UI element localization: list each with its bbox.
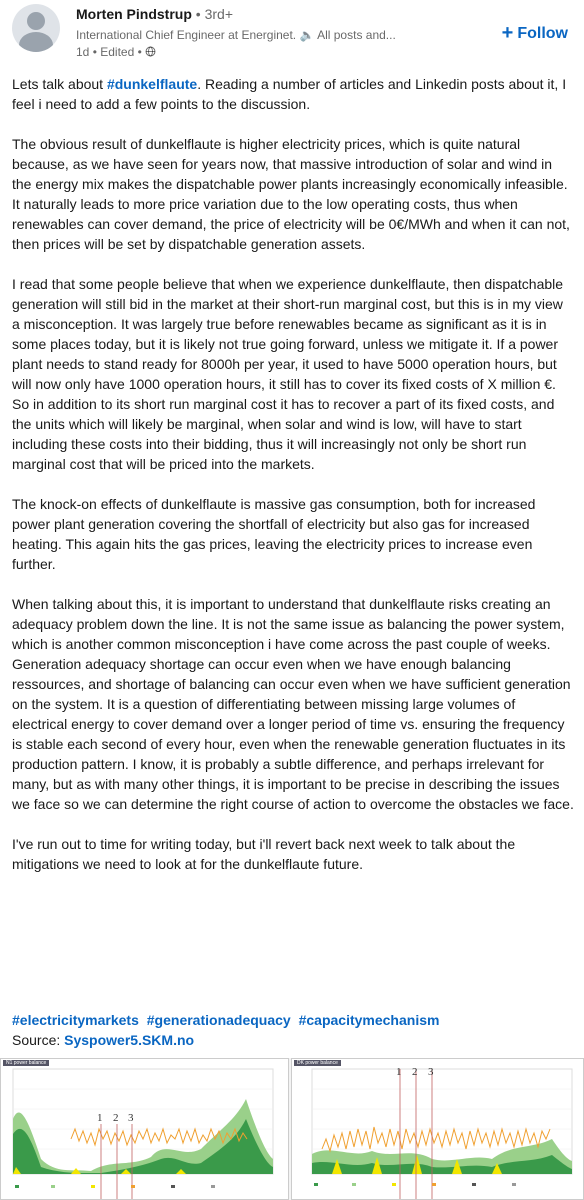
legend-swatches: [15, 1185, 215, 1188]
meta-separator: •: [137, 45, 146, 59]
chart-graphic-left: [1, 1059, 289, 1200]
chart-title-right: DK power balance: [294, 1060, 341, 1066]
edited-label: Edited: [100, 45, 135, 59]
globe-icon: [145, 46, 156, 57]
chart-panel-right: [291, 1058, 584, 1200]
post-paragraph-2: The obvious result of dunkelflaute is higher electricity prices, which is quite natural because, as we have seen for years now, that massive introduction of solar and wind in the energy mix makes the dispatchable power plants increasingly economically infeasible. It naturally leads to more price variation due to the low operating costs, thus when renewables can cover demand, the price of electricity will be 0€/MWh and when it can not, then prices will be set by dispatchable generation assets.: [12, 136, 570, 252]
marker-label: 1: [97, 1112, 103, 1124]
connection-degree: • 3rd+: [195, 6, 233, 22]
marker-label: 3: [428, 1066, 434, 1078]
avatar-body-icon: [19, 32, 53, 52]
hashtag-list: [12, 1010, 443, 1030]
chart-title-left: N1 power balance: [3, 1060, 49, 1066]
marker-label: 2: [412, 1066, 418, 1078]
post-paragraph-4: The knock-on effects of dunkelflaute is massive gas consumption, both for increased power plant generation covering the shortfall of electricity but also gas for increased heating. This again hits the gas prices, leaving the electricity prices to increase even further.: [12, 496, 536, 572]
avatar-head-icon: [27, 12, 45, 30]
intro-text: Lets talk about: [12, 76, 107, 92]
post-paragraph-6: I've run out to time for writing today, but i'll revert back next week to talk about the mitigations we need to look at for the dunkelflaute future.: [12, 836, 516, 872]
intro-text-rest: . Reading a number of articles and Linkedin posts about it, I feel i need to add a few points to the discussion.: [12, 76, 567, 112]
meta-separator: •: [92, 45, 101, 59]
post-paragraph-3: I read that some people believe that when we experience dunkelflaute, then dispatchable generation will still bid in the market at their short-run marginal cost, but this is in my view a misconception. It was largely true before renewables became as significant as it is in some places today, but it is likely not true going forward, unless we mitigate it. If a power plant needs to stand ready for 8000h per year, it used to have 5000 operation hours, but will now only have 1000 operation hours, it still has to cover its fixed costs of X million €. So in addition to its short run marginal cost it has to recover a part of its fixed costs, and the units which will likely be marginal, when solar and wind is low, will have to start including these costs into their bidding, thus it will increasingly not only be short run marginal cost that will be priced into the markets.: [12, 276, 564, 472]
follow-label: Follow: [517, 25, 568, 42]
chart-graphic-right: [292, 1059, 584, 1200]
source-link[interactable]: Syspower5.SKM.no: [64, 1032, 195, 1048]
follow-button[interactable]: [502, 22, 568, 45]
source-label: Source:: [12, 1032, 65, 1048]
post-meta: [76, 45, 156, 59]
hashtag-dunkelflaute[interactable]: #dunkelflaute: [106, 76, 198, 92]
marker-label: 1: [396, 1066, 402, 1078]
hashtag-link[interactable]: #electricitymarkets: [12, 1012, 139, 1028]
author-line: [76, 6, 233, 22]
post-paragraph-5: When talking about this, it is important to understand that dunkelflaute risks creating an adequacy problem down the line. It is not the same issue as balancing the power system, which is another common misconception i have come across the past couple of weeks. Generation adequacy shortage can occur even when we have enough balancing ressources, and shortage of balancing can occur even when we have sufficient generation on the system. It is a question of differentiating between missing large volumes of electrical energy to cover demand over a longer period of time vs. ensuring the frequency is stable each second of every hour, even when the renewable generation fluctuates in its production pattern. I know, it is probably a subtle difference, and perhaps irrelevant for many, but as with many other things, it is important to be precise in describing the issues we face so we can determine the right course of action to overcome the obstacles we face.: [12, 596, 574, 812]
source-line: [12, 1030, 194, 1050]
chart-panel-left: [0, 1058, 289, 1200]
post-header: [0, 0, 584, 66]
post-time: 1d: [76, 45, 90, 59]
post-body: [12, 74, 574, 894]
marker-label: 2: [113, 1112, 119, 1124]
marker-label: 3: [128, 1112, 134, 1124]
hashtag-link[interactable]: #generationadequacy: [146, 1012, 291, 1028]
post-paragraph-1: [12, 74, 574, 114]
chart-image[interactable]: [0, 1058, 584, 1200]
plus-icon: +: [501, 22, 514, 44]
author-name[interactable]: Morten Pindstrup: [76, 6, 192, 22]
hashtag-link[interactable]: #capacitymechanism: [298, 1012, 440, 1028]
legend-swatches: [314, 1183, 516, 1186]
connection-degree-value: 3rd+: [204, 6, 233, 22]
avatar[interactable]: [12, 4, 60, 52]
author-headline: International Chief Engineer at Energinet. 🔈 All posts and...: [76, 28, 396, 42]
